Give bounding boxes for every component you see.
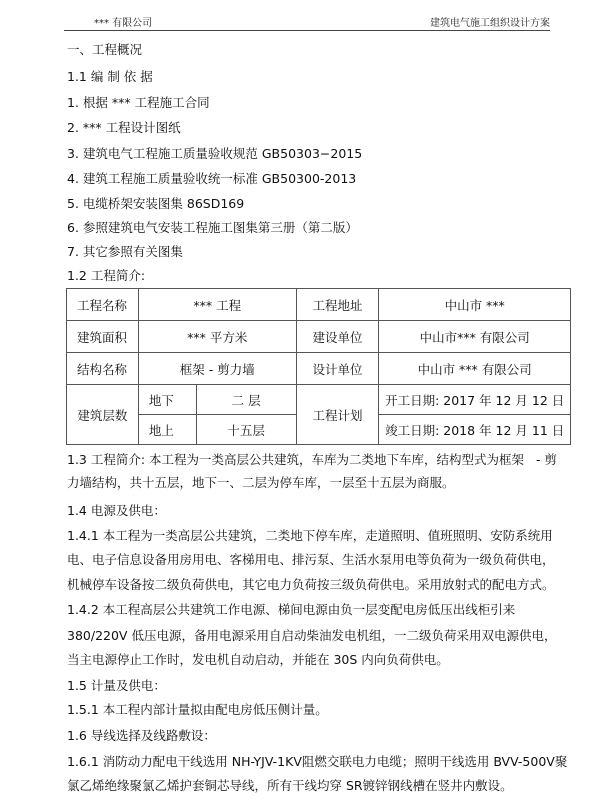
table-cell-value: 中山市 *** 有限公司 [379,353,571,385]
metering-heading: 1.5 计量及供电： [67,678,166,693]
table-cell-value: 框架 - 剪力墙 [138,353,296,385]
power-para2-line-2: 380/220V 低压电源，备用电源采用自启动柴油发电机组，一二级负荷采用双电源供电， [67,628,557,643]
table-row [67,289,571,321]
above-value: 十五层 [196,415,296,445]
under-label: 地下 [138,385,196,415]
plan-label: 工程计划 [296,385,379,445]
table-cell-label: 设计单位 [296,353,379,385]
wiring-para-line-1: 1.6.1 消防动力配电干线选用 NH-YJV-1KV阻燃交联电力电缆；照明干线选用 BVV-500V聚 [67,754,568,769]
table-cell-value: 中山市 *** [379,289,571,321]
table-cell-value: *** 平方米 [138,321,296,353]
wiring-para-line-2: 氯乙烯绝缘聚氯乙烯护套铜芯导线，所有干线均穿 SR镀锌钢线槽在竖井内敷设。 [67,778,513,793]
brief-para-line-2: 力墙结构，共十五层，地下一、二层为停车库，一层至十五层为商服。 [67,475,455,490]
table-cell-label: 结构名称 [67,353,139,385]
basis-item-7: 7. 其它参照有关图集 [67,244,183,259]
basis-heading: 1.1 编 制 依 据 [67,69,153,84]
brief-heading: 1.2 工程简介: [67,268,146,283]
header-doc-title: 建筑电气施工组织设计方案 [430,18,550,29]
table-cell-value: 中山市*** 有限公司 [379,321,571,353]
header-rule [64,30,550,31]
table-cell-value: *** 工程 [138,289,296,321]
power-para1-line-3: 机械停车设备按二级负荷供电，其它电力负荷按三级负荷供电。采用放射式的配电方式。 [67,577,555,592]
basis-item-1: 1. 根据 *** 工程施工合同 [67,95,210,110]
basis-item-3: 3. 建筑电气工程施工质量验收规范 GB50303−2015 [67,146,363,161]
power-para2-line-1: 1.4.2 本工程高层公共建筑工作电源、梯间电源由负一层变配电房低压出线柜引来 [67,602,516,617]
power-heading: 1.4 电源及供电： [67,503,166,518]
table-cell-label: 工程名称 [67,289,139,321]
metering-para: 1.5.1 本工程内部计量拟由配电房低压侧计量。 [67,702,328,717]
table-row [67,353,571,385]
table-cell-label: 建设单位 [296,321,379,353]
floors-label: 建筑层数 [67,385,139,445]
power-para1-line-2: 电、电子信息设备用房用电、客梯用电、排污泵、生活水泵用电等负荷为一级负荷供电， [67,552,555,567]
header-company: *** 有限公司 [94,18,153,29]
above-label: 地上 [138,415,196,445]
basis-item-2: 2. *** 工程设计图纸 [67,120,181,135]
table-row [67,385,571,415]
section-overview-heading: 一、工程概况 [67,42,143,57]
basis-item-6: 6. 参照建筑电气安装工程施工图集第三册（第二版） [67,220,358,235]
power-para1-line-1: 1.4.1 本工程为一类高层公共建筑，二类地下停车库，走道照明、值班照明、安防系统用 [67,528,553,543]
power-para2-line-3: 当主电源停止工作时，发电机自动启动，并能在 30S 内向负荷供电。 [67,652,449,667]
project-info-table [66,288,571,445]
table-cell-label: 工程地址 [296,289,379,321]
basis-item-4: 4. 建筑工程施工质量验收统一标准 GB50300-2013 [67,171,357,186]
table-row [67,321,571,353]
brief-para-line-1: 1.3 工程简介: 本工程为一类高层公共建筑，车库为二类地下车库，结构型式为框架 - 剪 [67,452,558,467]
start-date: 开工日期: 2017 年 12 月 12 日 [379,385,571,415]
basis-item-5: 5. 电缆桥架安装图集 86SD169 [67,196,245,211]
table-cell-label: 建筑面积 [67,321,139,353]
wiring-heading: 1.6 导线选择及线路敷设： [67,728,216,743]
end-date: 竣工日期: 2018 年 12 月 11 日 [379,415,571,445]
under-value: 二 层 [196,385,296,415]
